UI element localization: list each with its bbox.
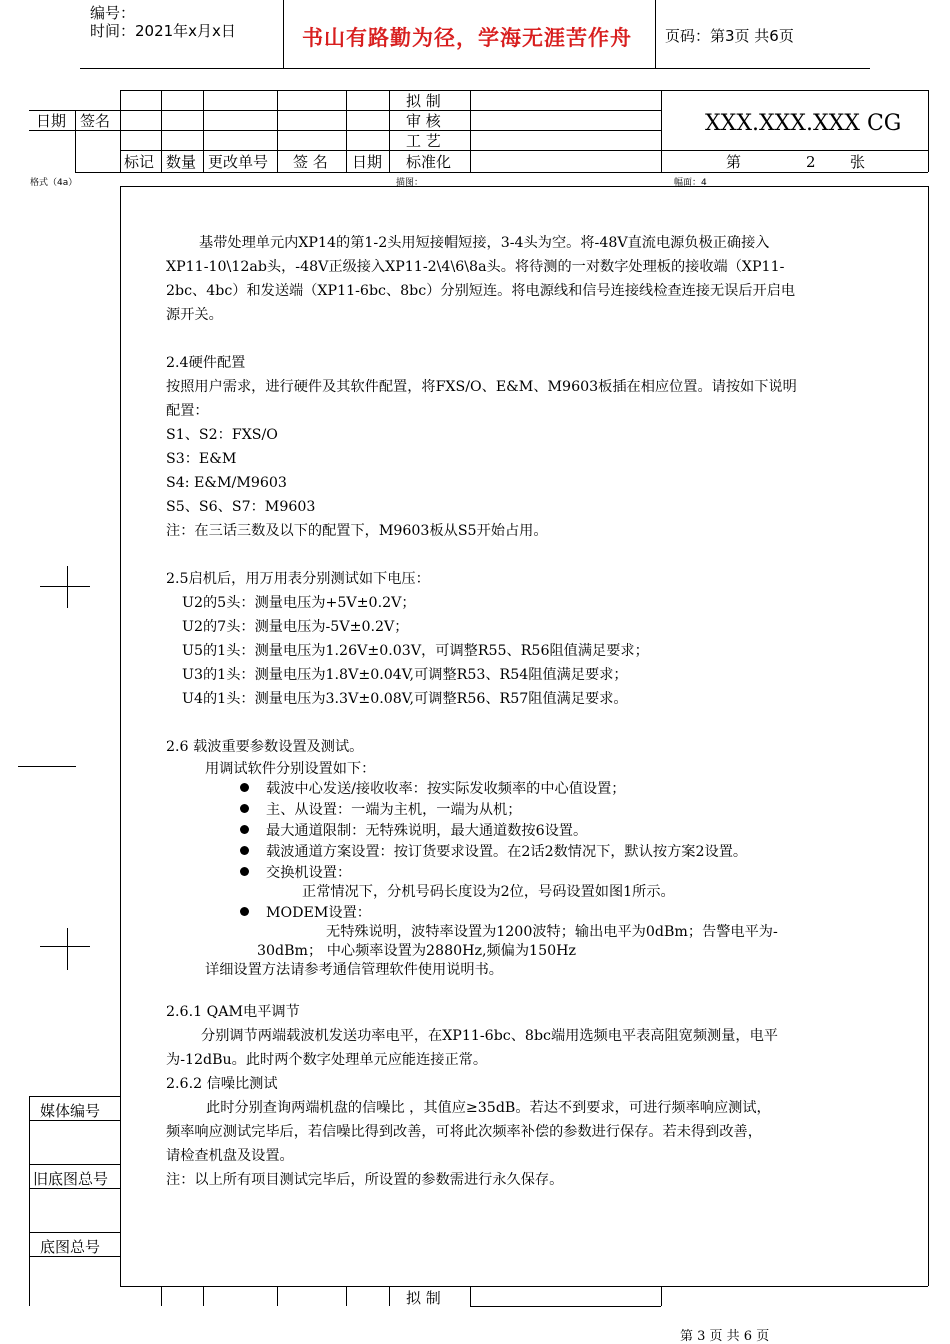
bullet-icon: [240, 783, 249, 792]
drawing-number: XXX.XXX.XXX CG: [705, 111, 902, 136]
col-change-no: 更改单号: [208, 153, 269, 171]
section-heading-2-4: 2.4硬件配置: [166, 355, 246, 371]
role-process: 工 艺: [406, 132, 441, 150]
section-heading-2-5: 2.5启机后，用万用表分别测试如下电压：: [166, 571, 430, 587]
role-standard: 标准化: [406, 153, 452, 171]
bullet-item: MODEM设置：: [266, 905, 371, 921]
voltage-line: U2的5头：测量电压为+5V±0.2V；: [182, 595, 416, 611]
col-quantity: 数量: [166, 153, 197, 171]
bullet-icon: [240, 804, 249, 813]
bullet-icon: [240, 867, 249, 876]
size-label: 幅面：4: [674, 178, 707, 188]
note-line: 注：在三话三数及以下的配置下，M9603板从S5开始占用。: [166, 523, 548, 539]
doc-number-label: 编号：: [90, 4, 136, 22]
bullet-item: 载波中心发送/接收收率：按实际发收频率的中心值设置；: [266, 781, 626, 797]
modem-detail: 30dBm； 中心频率设置为2880Hz,频偏为150Hz: [257, 943, 576, 959]
bullet-item: 最大通道限制：无特殊说明，最大通道数按6设置。: [266, 823, 588, 839]
drawing-label: 描图：: [396, 178, 424, 188]
section-heading-2-6-2: 2.6.2 信噪比测试: [166, 1076, 278, 1092]
bottom-role-draft: 拟 制: [406, 1289, 441, 1307]
time-label: 时间：2021年x月x日: [90, 22, 236, 40]
paragraph-line: 频率响应测试完毕后，若信噪比得到改善，可将此次频率补偿的参数进行保存。若未得到改善，: [166, 1124, 762, 1140]
config-line: S5、S6、S7：M9603: [166, 499, 316, 515]
page-footer: 第 3 页 共 6 页: [680, 1329, 770, 1344]
col-signature: 签 名: [293, 153, 328, 171]
voltage-line: U4的1头：测量电压为3.3V±0.08V,可调整R56、R57阻值满足要求。: [182, 691, 628, 707]
role-review: 审 核: [406, 112, 441, 130]
config-line: S1、S2：FXS/O: [166, 427, 278, 443]
section-heading-2-6: 2.6 载波重要参数设置及测试。: [166, 739, 364, 755]
paragraph-line: 分别调节两端载波机发送功率电平，在XP11-6bc、8bc端用选频电平表高阻宽频测量，电平: [201, 1028, 778, 1044]
role-draft: 拟 制: [406, 92, 441, 110]
note-line: 注：以上所有项目测试完毕后，所设置的参数需进行永久保存。: [166, 1172, 564, 1188]
bullet-icon: [240, 907, 249, 916]
paragraph-line: 请检查机盘及设置。: [166, 1148, 294, 1164]
bullet-icon: [240, 825, 249, 834]
date-label: 日期: [36, 112, 67, 130]
exchange-detail: 正常情况下，分机号码长度设为2位，号码设置如图1所示。: [302, 884, 675, 900]
config-line: S4: E&M/M9603: [166, 475, 287, 491]
old-base-number-label: 旧底图总号: [33, 1170, 109, 1188]
sheet-label-first: 第: [726, 153, 742, 171]
bullet-item: 交换机设置：: [266, 865, 352, 881]
base-number-label: 底图总号: [40, 1238, 101, 1256]
bullet-item: 主、从设置：一端为主机，一端为从机；: [266, 802, 522, 818]
paragraph-line: XP11-10\12ab头，-48V正级接入XP11-2\4\6\8a头。将待测的一对数字处理板的接收端（XP11-: [166, 259, 785, 275]
bullet-icon: [240, 846, 249, 855]
modem-detail: 无特殊说明，波特率设置为1200波特；输出电平为0dBm；告警电平为-: [326, 924, 778, 940]
paragraph-line: 基带处理单元内XP14的第1-2头用短接帽短接，3-4头为空。将-48V直流电源负极正确接入: [199, 235, 770, 251]
sheet-label-last: 张: [850, 153, 866, 171]
signature-label: 签名: [80, 112, 111, 130]
section-heading-2-6-1: 2.6.1 QAM电平调节: [166, 1004, 300, 1020]
paragraph-line: 为-12dBu。此时两个数字处理单元应能连接正常。: [166, 1052, 488, 1068]
voltage-line: U5的1头：测量电压为1.26V±0.03V，可调整R55、R56阻值满足要求；: [182, 643, 649, 659]
page-info: 页码：第3页 共6页: [665, 27, 794, 45]
config-line: S3：E&M: [166, 451, 237, 467]
voltage-line: U3的1头：测量电压为1.8V±0.04V,可调整R53、R54阻值满足要求；: [182, 667, 628, 683]
voltage-line: U2的7头：测量电压为-5V±0.2V；: [182, 619, 409, 635]
bullet-item: 载波通道方案设置：按订货要求设置。在2话2数情况下，默认按方案2设置。: [266, 844, 748, 860]
col-date: 日期: [352, 153, 383, 171]
col-mark: 标记: [124, 153, 155, 171]
paragraph-line: 按照用户需求，进行硬件及其软件配置，将FXS/O、E&M、M9603板插在相应位置。请按如下说明: [166, 379, 797, 395]
media-number-label: 媒体编号: [40, 1102, 101, 1120]
paragraph-line: 源开关。: [166, 307, 223, 323]
paragraph-line: 此时分别查询两端机盘的信噪比 ，其值应≥35dB。若达不到要求，可进行频率响应测试，: [206, 1100, 771, 1116]
paragraph-line: 2bc、4bc）和发送端（XP11-6bc、8bc）分别短连。将电源线和信号连接线检查连接无误后开启电: [166, 283, 796, 299]
paragraph-line: 配置：: [166, 403, 209, 419]
detail-reference: 详细设置方法请参考通信管理软件使用说明书。: [205, 962, 503, 978]
intro-line: 用调试软件分别设置如下：: [205, 761, 376, 777]
sheet-number: 2: [806, 153, 816, 171]
format-label: 格式（4a）: [30, 178, 78, 188]
motto: 书山有路勤为径，学海无涯苦作舟: [302, 26, 632, 50]
